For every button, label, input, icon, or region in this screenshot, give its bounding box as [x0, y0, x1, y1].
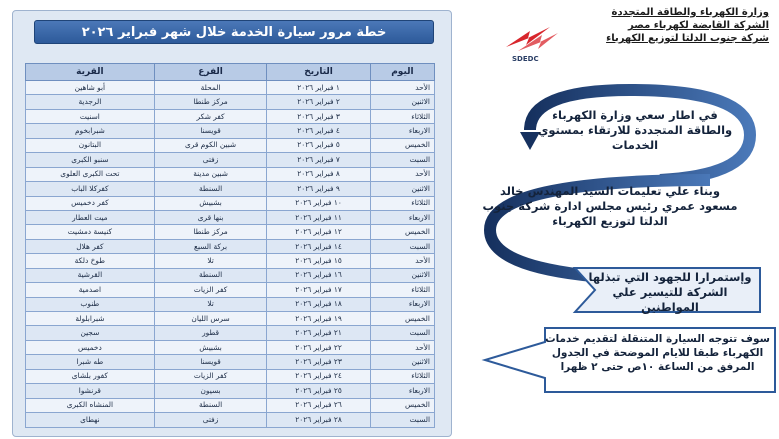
cell-day: السبت	[370, 326, 434, 340]
cell-day: السبت	[370, 153, 434, 167]
cell-branch: كفر شكر	[154, 109, 267, 123]
cell-village: اصدمية	[26, 283, 155, 297]
cell-village: تحت الكبرى العلوى	[26, 167, 155, 181]
cell-village: سجين	[26, 326, 155, 340]
header-day: اليوم	[370, 64, 434, 81]
table-row	[26, 326, 435, 340]
table-row	[26, 268, 435, 282]
cell-day: الاربعاء	[370, 384, 434, 398]
company-header	[549, 6, 769, 45]
cell-branch: كفر الزيات	[154, 369, 267, 383]
table-row	[26, 138, 435, 152]
cell-village: الرجدية	[26, 95, 155, 109]
cell-date: ٨ فبراير ٢٠٢٦	[267, 167, 370, 181]
cell-day: الخميس	[370, 138, 434, 152]
table-row	[26, 254, 435, 268]
ministry-name: وزارة الكهرباء والطاقة المتجددة	[611, 7, 769, 18]
cell-date: ٤ فبراير ٢٠٢٦	[267, 124, 370, 138]
cell-branch: بشبيش	[154, 196, 267, 210]
flow-text-1: في اطار سعي وزارة الكهرباء والطاقة المتجددة للارتقاء بمستوي الخدمات	[537, 108, 733, 152]
table-row	[26, 81, 435, 95]
cell-village: اسنيت	[26, 109, 155, 123]
cell-branch: سرس الليان	[154, 312, 267, 326]
table-row	[26, 153, 435, 167]
cell-date: ١٦ فبراير ٢٠٢٦	[267, 268, 370, 282]
holding-company-name: الشركة القابضة لكهرباء مصر	[628, 20, 769, 31]
logo-text: SDEDC	[512, 55, 539, 63]
table-row	[26, 384, 435, 398]
cell-village: طوخ دلكة	[26, 254, 155, 268]
cell-branch: شبين الكوم قرى	[154, 138, 267, 152]
table-row	[26, 109, 435, 123]
flow-text-3: وإستمرارا للجهود التي تبذلها الشركة للتيسير علي المواطنين	[588, 270, 752, 314]
cell-date: ١ فبراير ٢٠٢٦	[267, 81, 370, 95]
cell-branch: بركة السبع	[154, 239, 267, 253]
cell-village: طه شبرا	[26, 355, 155, 369]
table-row	[26, 297, 435, 311]
cell-date: ٢٥ فبراير ٢٠٢٦	[267, 384, 370, 398]
cell-village: كفور بلشاى	[26, 369, 155, 383]
table-header-row	[26, 64, 435, 81]
cell-date: ١٩ فبراير ٢٠٢٦	[267, 312, 370, 326]
table-row	[26, 369, 435, 383]
cell-village: كفر دخميس	[26, 196, 155, 210]
cell-date: ١٠ فبراير ٢٠٢٦	[267, 196, 370, 210]
table-row	[26, 124, 435, 138]
cell-day: الاربعاء	[370, 297, 434, 311]
header-village: القرية	[26, 64, 155, 81]
cell-branch: بسيون	[154, 384, 267, 398]
table-row	[26, 95, 435, 109]
cell-branch: مركز طنطا	[154, 225, 267, 239]
header-branch: الفرع	[154, 64, 267, 81]
cell-date: ٥ فبراير ٢٠٢٦	[267, 138, 370, 152]
table-row	[26, 340, 435, 354]
cell-day: الأحد	[370, 340, 434, 354]
cell-date: ١٤ فبراير ٢٠٢٦	[267, 239, 370, 253]
cell-branch: قويسنا	[154, 355, 267, 369]
cell-date: ٣ فبراير ٢٠٢٦	[267, 109, 370, 123]
cell-day: الثلاثاء	[370, 369, 434, 383]
table-row	[26, 182, 435, 196]
cell-branch: تلا	[154, 254, 267, 268]
table-row	[26, 196, 435, 210]
cell-branch: بشبيش	[154, 340, 267, 354]
cell-day: السبت	[370, 239, 434, 253]
table-row	[26, 413, 435, 427]
cell-date: ٢٣ فبراير ٢٠٢٦	[267, 355, 370, 369]
cell-village: كفر هلال	[26, 239, 155, 253]
cell-village: كفركلا الباب	[26, 182, 155, 196]
cell-date: ٢٦ فبراير ٢٠٢٦	[267, 398, 370, 412]
cell-village: طنوب	[26, 297, 155, 311]
header-date: التاريخ	[267, 64, 370, 81]
table-row	[26, 312, 435, 326]
cell-village: قرنشوا	[26, 384, 155, 398]
distribution-company-name: شركة جنوب الدلتا لتوزيع الكهرباء	[606, 33, 769, 44]
cell-branch: السنطة	[154, 268, 267, 282]
schedule-table	[25, 63, 435, 428]
cell-day: الثلاثاء	[370, 109, 434, 123]
cell-date: ٢١ فبراير ٢٠٢٦	[267, 326, 370, 340]
cell-date: ١٧ فبراير ٢٠٢٦	[267, 283, 370, 297]
cell-date: ١٨ فبراير ٢٠٢٦	[267, 297, 370, 311]
table-row	[26, 225, 435, 239]
cell-day: الثلاثاء	[370, 283, 434, 297]
cell-day: الثلاثاء	[370, 196, 434, 210]
table-row	[26, 355, 435, 369]
schedule-title: خطة مرور سيارة الخدمة خلال شهر فبراير ٢٠٢٦	[34, 20, 434, 44]
cell-date: ٢٤ فبراير ٢٠٢٦	[267, 369, 370, 383]
cell-branch: زفتى	[154, 413, 267, 427]
cell-branch: السنطة	[154, 398, 267, 412]
cell-branch: مركز طنطا	[154, 95, 267, 109]
cell-day: الاثنين	[370, 182, 434, 196]
cell-day: الأحد	[370, 81, 434, 95]
table-row	[26, 167, 435, 181]
cell-day: الاثنين	[370, 268, 434, 282]
cell-date: ١١ فبراير ٢٠٢٦	[267, 210, 370, 224]
cell-branch: المحلة	[154, 81, 267, 95]
cell-village: دخميس	[26, 340, 155, 354]
cell-date: ٢٢ فبراير ٢٠٢٦	[267, 340, 370, 354]
cell-village: سنبو الكبرى	[26, 153, 155, 167]
cell-day: الخميس	[370, 398, 434, 412]
flow-text-2: وبناء علي تعليمات السيد المهندس خالد مسعود عمري رئيس مجلس ادارة شركة جنوب الدلتا لتوزيع الكهرباء	[482, 184, 738, 228]
cell-branch: قطور	[154, 326, 267, 340]
table-row	[26, 398, 435, 412]
table-row	[26, 239, 435, 253]
cell-day: الخميس	[370, 312, 434, 326]
cell-branch: قويسنا	[154, 124, 267, 138]
cell-day: الاثنين	[370, 95, 434, 109]
cell-village: أبو شاهين	[26, 81, 155, 95]
cell-date: ٢ فبراير ٢٠٢٦	[267, 95, 370, 109]
cell-date: ٢٨ فبراير ٢٠٢٦	[267, 413, 370, 427]
table-row	[26, 210, 435, 224]
cell-date: ٩ فبراير ٢٠٢٦	[267, 182, 370, 196]
cell-village: المنشاه الكبرى	[26, 398, 155, 412]
cell-village: شبرابلولة	[26, 312, 155, 326]
cell-day: الاثنين	[370, 355, 434, 369]
cell-day: الأحد	[370, 254, 434, 268]
cell-date: ٧ فبراير ٢٠٢٦	[267, 153, 370, 167]
cell-branch: شبين مدينة	[154, 167, 267, 181]
cell-branch: السنطة	[154, 182, 267, 196]
cell-branch: زفتى	[154, 153, 267, 167]
cell-village: القرشية	[26, 268, 155, 282]
flow-text-4: سوف تتوجه السيارة المتنقلة لتقديم خدمات الكهرباء طبقا للايام الموضحة في الجدول المرفق من الساعة ١٠ص حتى ٢ ظهرا	[545, 333, 770, 373]
cell-date: ١٢ فبراير ٢٠٢٦	[267, 225, 370, 239]
table-row	[26, 283, 435, 297]
cell-branch: تلا	[154, 297, 267, 311]
cell-branch: بنها قرى	[154, 210, 267, 224]
cell-village: ميت العطار	[26, 210, 155, 224]
cell-branch: كفر الزيات	[154, 283, 267, 297]
cell-day: الاربعاء	[370, 210, 434, 224]
cell-village: كنيسة دمشيت	[26, 225, 155, 239]
cell-village: البتانون	[26, 138, 155, 152]
cell-day: الخميس	[370, 225, 434, 239]
cell-village: نهطاى	[26, 413, 155, 427]
cell-day: السبت	[370, 413, 434, 427]
cell-date: ١٥ فبراير ٢٠٢٦	[267, 254, 370, 268]
cell-village: شبرابخوم	[26, 124, 155, 138]
cell-day: الأحد	[370, 167, 434, 181]
cell-day: الاربعاء	[370, 124, 434, 138]
